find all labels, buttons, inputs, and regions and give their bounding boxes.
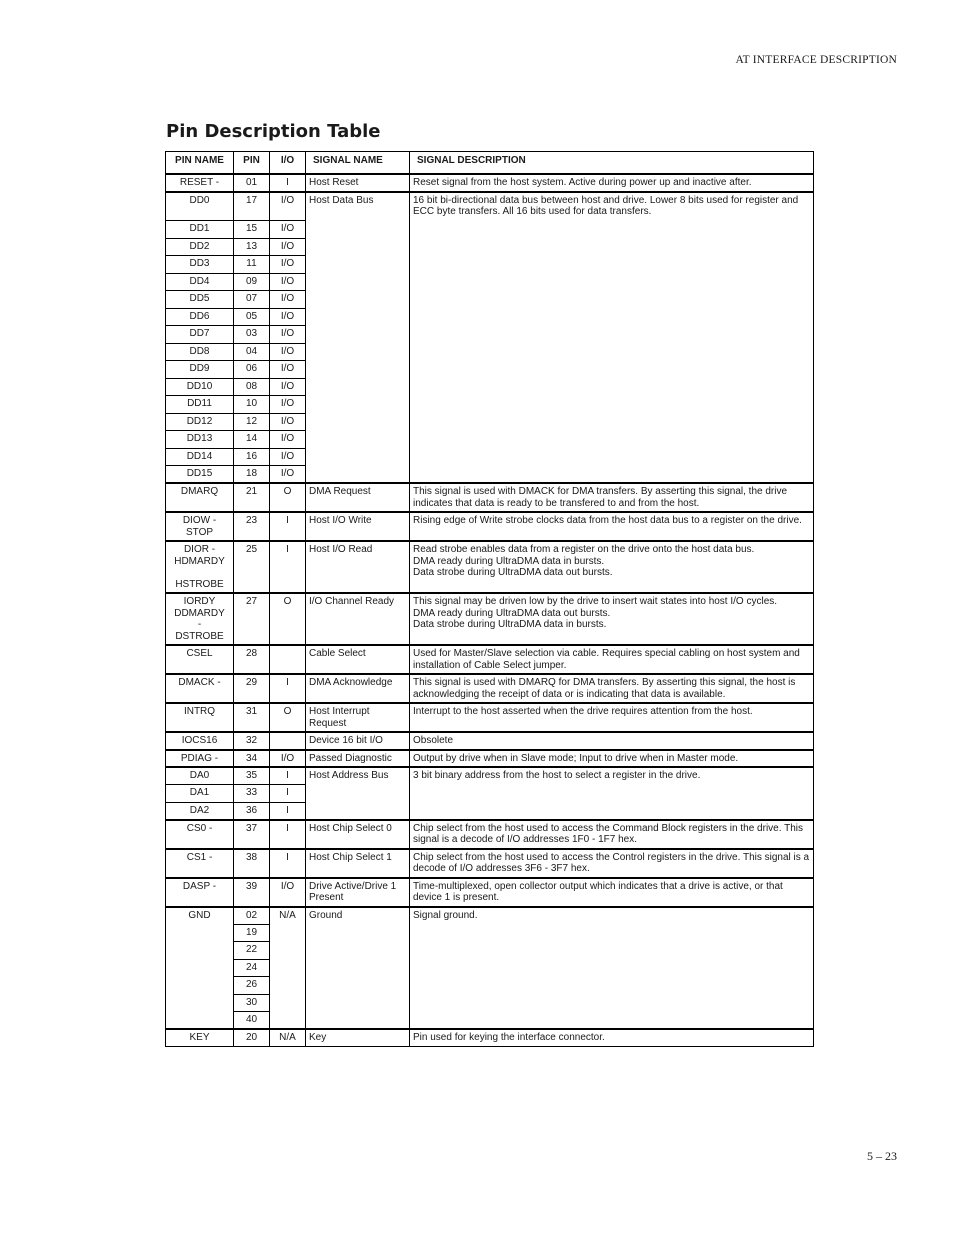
pin-number: 20 <box>234 1029 270 1046</box>
pin-number: 06 <box>234 361 270 379</box>
pin-name-cell <box>166 413 234 431</box>
pin-io: I/O <box>270 466 306 484</box>
pin-number: 09 <box>234 273 270 291</box>
table-row <box>166 1029 814 1046</box>
pin-number: 07 <box>234 291 270 309</box>
signal-name: Key <box>306 1029 410 1046</box>
column-header-io: I/O <box>270 152 306 175</box>
signal-description-line: Output by drive when in Slave mode; Input to drive when in Master mode. <box>413 752 739 764</box>
pin-name <box>169 567 230 579</box>
pin-name-cell <box>166 512 234 541</box>
pin-name: DD6 <box>189 310 210 322</box>
pin-name-cell <box>166 343 234 361</box>
signal-name: Cable Select <box>306 645 410 674</box>
pin-io: N/A <box>270 1029 306 1046</box>
signal-description-line: Data strobe during UltraDMA data out bursts. <box>413 567 613 578</box>
pin-name: DD9 <box>189 363 210 374</box>
pin-name: DD2 <box>189 240 210 252</box>
pin-name: DD0 <box>189 194 210 206</box>
pin-io: I/O <box>270 413 306 431</box>
signal-name: Drive Active/Drive 1 Present <box>306 878 410 907</box>
signal-description-line: Used for Master/Slave selection via cable. Requires special cabling on host system and installation of Cable Select jumper. <box>413 648 800 671</box>
pin-io: I/O <box>270 326 306 344</box>
pin-name-cell <box>166 849 234 878</box>
pin-io: I/O <box>270 273 306 291</box>
pin-name: DDMARDY <box>174 607 225 619</box>
pin-io: I/O <box>270 378 306 396</box>
pin-name-cell <box>166 238 234 256</box>
signal-name: DMA Acknowledge <box>306 674 410 703</box>
pin-number: 03 <box>234 326 270 344</box>
pin-number: 11 <box>234 256 270 274</box>
page-title: Pin Description Table <box>166 121 381 142</box>
signal-description-line: Signal ground. <box>413 909 478 921</box>
table-row <box>166 767 814 785</box>
running-head: AT INTERFACE DESCRIPTION <box>735 54 897 66</box>
pin-number: 18 <box>234 466 270 484</box>
pin-number: 36 <box>234 802 270 820</box>
pin-io: O <box>270 593 306 645</box>
table-row <box>166 820 814 849</box>
pin-number: 16 <box>234 448 270 466</box>
pin-io: I <box>270 802 306 820</box>
signal-description <box>410 483 814 512</box>
signal-description-line: Time-multiplexed, open collector output which indicates that a drive is active, or that device 1 is present. <box>413 880 783 903</box>
pin-io <box>270 645 306 674</box>
pin-number: 24 <box>234 959 270 977</box>
pin-name: DSTROBE <box>175 630 224 642</box>
column-header-signal-description: SIGNAL DESCRIPTION <box>410 152 814 175</box>
pin-name-cell <box>166 645 234 674</box>
pin-name-cell <box>166 396 234 414</box>
pin-io: I/O <box>270 256 306 274</box>
pin-number: 38 <box>234 849 270 878</box>
signal-name: Host Data Bus <box>306 192 410 484</box>
pin-description-table <box>165 151 814 1047</box>
pin-io: I/O <box>270 192 306 221</box>
pin-number: 17 <box>234 192 270 221</box>
pin-name: CS1 - <box>186 851 213 863</box>
table-row <box>166 541 814 593</box>
pin-number: 02 <box>234 907 270 925</box>
pin-number: 08 <box>234 378 270 396</box>
table-row <box>166 483 814 512</box>
pin-name: STOP <box>185 526 214 538</box>
pin-number: 32 <box>234 732 270 750</box>
pin-number: 21 <box>234 483 270 512</box>
pin-io: I <box>270 541 306 593</box>
column-header-pin: PIN <box>234 152 270 175</box>
pin-number: 27 <box>234 593 270 645</box>
pin-name: DD11 <box>187 398 212 409</box>
pin-io: N/A <box>270 907 306 1030</box>
pin-name-cell <box>166 767 234 785</box>
pin-io: I <box>270 849 306 878</box>
pin-name: DASP - <box>182 880 217 892</box>
signal-description-line: Pin used for keying the interface connector. <box>413 1032 605 1043</box>
signal-description <box>410 541 814 593</box>
table-row <box>166 674 814 703</box>
pin-io: I <box>270 674 306 703</box>
pin-name: DD5 <box>189 293 210 304</box>
pin-name-cell <box>166 802 234 820</box>
pin-name-cell <box>166 308 234 326</box>
signal-description-line: This signal is used with DMARQ for DMA transfers. By asserting this signal, the host is acknowledging the receipt of data or is indicating that data is available. <box>413 677 796 700</box>
signal-name: Ground <box>306 907 410 1030</box>
signal-description-line: Read strobe enables data from a register on the drive onto the host data bus. <box>413 544 755 555</box>
pin-number: 22 <box>234 942 270 960</box>
pin-name-cell <box>166 541 234 593</box>
table-row <box>166 593 814 645</box>
pin-name: PDIAG - <box>180 752 219 764</box>
pin-number: 15 <box>234 221 270 239</box>
pin-name: KEY <box>189 1032 210 1043</box>
pin-name-cell <box>166 593 234 645</box>
pin-io: I/O <box>270 396 306 414</box>
pin-number: 39 <box>234 878 270 907</box>
table-row <box>166 907 814 925</box>
table-row <box>166 174 814 192</box>
signal-description-line: DMA ready during UltraDMA data out bursts. <box>413 607 611 619</box>
pin-number: 23 <box>234 512 270 541</box>
pin-io <box>270 732 306 750</box>
pin-number: 37 <box>234 820 270 849</box>
pin-io: I/O <box>270 878 306 907</box>
signal-description <box>410 192 814 484</box>
pin-number: 30 <box>234 994 270 1012</box>
pin-name: DD15 <box>186 468 213 479</box>
pin-number: 40 <box>234 1012 270 1030</box>
pin-name-cell <box>166 466 234 484</box>
table-row <box>166 732 814 750</box>
pin-name-cell <box>166 750 234 768</box>
table-body <box>166 174 814 1046</box>
signal-description <box>410 732 814 750</box>
pin-io: I <box>270 767 306 785</box>
pin-number: 31 <box>234 703 270 732</box>
pin-name-cell <box>166 378 234 396</box>
pin-name: IORDY <box>183 596 216 607</box>
pin-number: 01 <box>234 174 270 192</box>
pin-number: 10 <box>234 396 270 414</box>
pin-io: I/O <box>270 431 306 449</box>
pin-name: DMACK - <box>178 677 221 688</box>
signal-description <box>410 750 814 768</box>
signal-description-line: Data strobe during UltraDMA data in bursts. <box>413 619 607 630</box>
signal-description-line: Rising edge of Write strobe clocks data from the host data bus to a register on the drive. <box>413 515 802 526</box>
pin-name-cell <box>166 431 234 449</box>
signal-name: Host Address Bus <box>306 767 410 820</box>
pin-name-cell <box>166 483 234 512</box>
pin-name-cell <box>166 221 234 239</box>
table-header-row <box>166 152 814 175</box>
pin-name: DMARQ <box>180 486 219 497</box>
pin-name: IOCS16 <box>181 735 218 746</box>
pin-number: 35 <box>234 767 270 785</box>
column-header-signal-name: SIGNAL NAME <box>306 152 410 175</box>
pin-io: I <box>270 785 306 803</box>
signal-description <box>410 512 814 541</box>
pin-number: 13 <box>234 238 270 256</box>
pin-io: I <box>270 820 306 849</box>
pin-number: 25 <box>234 541 270 593</box>
pin-name-cell <box>166 448 234 466</box>
pin-name: DD7 <box>189 328 210 339</box>
table-row <box>166 878 814 907</box>
pin-io: I/O <box>270 361 306 379</box>
pin-number: 12 <box>234 413 270 431</box>
pin-io: I/O <box>270 238 306 256</box>
pin-io: I <box>270 512 306 541</box>
pin-name: DD1 <box>189 223 210 234</box>
signal-description <box>410 1029 814 1046</box>
pin-number: 19 <box>234 924 270 942</box>
table-row <box>166 703 814 732</box>
pin-name: HSTROBE <box>175 578 224 590</box>
pin-name-cell <box>166 732 234 750</box>
pin-name: HDMARDY <box>174 555 225 567</box>
pin-io: I/O <box>270 308 306 326</box>
signal-description-line: Chip select from the host used to access the Command Block registers in the drive. This signal is a decode of I/O addresses 1F0 - 1F7 hex. <box>413 822 803 845</box>
pin-name-cell <box>166 174 234 192</box>
signal-name: I/O Channel Ready <box>306 593 410 645</box>
pin-name: RESET - <box>179 177 220 188</box>
pin-number: 34 <box>234 750 270 768</box>
pin-name: DD12 <box>186 415 213 427</box>
page-number: 5 – 23 <box>867 1149 897 1163</box>
pin-io: I/O <box>270 448 306 466</box>
signal-description <box>410 645 814 674</box>
signal-description <box>410 174 814 192</box>
pin-name: CS0 - <box>186 822 213 834</box>
pin-number: 14 <box>234 431 270 449</box>
signal-description-line: This signal is used with DMACK for DMA transfers. By asserting this signal, the drive indicates that data is ready to be transfered to and from the host. <box>413 486 788 509</box>
pin-name: DD14 <box>186 450 213 462</box>
signal-description-line: Interrupt to the host asserted when the drive requires attention from the host. <box>413 706 753 717</box>
signal-name: Host Chip Select 1 <box>306 849 410 878</box>
pin-name: DD13 <box>186 433 213 444</box>
pin-name-cell <box>166 878 234 907</box>
pin-number: 05 <box>234 308 270 326</box>
pin-io: I/O <box>270 343 306 361</box>
pin-name-cell <box>166 361 234 379</box>
signal-name: Host Reset <box>306 174 410 192</box>
signal-description <box>410 767 814 820</box>
signal-description-line: 3 bit binary address from the host to select a register in the drive. <box>413 770 701 781</box>
pin-name-cell <box>166 907 234 1030</box>
signal-description-line: Reset signal from the host system. Active during power up and inactive after. <box>413 177 752 188</box>
table-row <box>166 192 814 221</box>
pin-name-cell <box>166 820 234 849</box>
pin-io: I/O <box>270 291 306 309</box>
signal-name: Host Interrupt Request <box>306 703 410 732</box>
pin-io: O <box>270 703 306 732</box>
signal-name: Host I/O Read <box>306 541 410 593</box>
pin-name: - <box>197 619 202 630</box>
pin-number: 28 <box>234 645 270 674</box>
pin-name: INTRQ <box>183 706 216 717</box>
pin-name-cell <box>166 785 234 803</box>
column-header-pin-name: PIN NAME <box>166 152 234 175</box>
pin-name: GND <box>188 909 211 921</box>
signal-description <box>410 907 814 1030</box>
pin-io: I/O <box>270 221 306 239</box>
signal-description <box>410 849 814 878</box>
signal-description-line: This signal may be driven low by the drive to insert wait states into host I/O cycles. <box>413 596 778 607</box>
pin-io: I <box>270 174 306 192</box>
pin-name: DA2 <box>189 804 210 816</box>
pin-name: DD10 <box>186 380 213 392</box>
pin-name: CSEL <box>186 648 213 659</box>
pin-name-cell <box>166 703 234 732</box>
signal-description <box>410 593 814 645</box>
pin-number: 29 <box>234 674 270 703</box>
signal-description-line: DMA ready during UltraDMA data in bursts. <box>413 555 605 567</box>
pin-name-cell <box>166 326 234 344</box>
pin-name: DIOW - <box>182 515 217 526</box>
pin-name-cell <box>166 256 234 274</box>
pin-name-cell <box>166 273 234 291</box>
signal-name: DMA Request <box>306 483 410 512</box>
pin-name-cell <box>166 1029 234 1046</box>
pin-name: DD8 <box>189 345 210 357</box>
signal-name: Host Chip Select 0 <box>306 820 410 849</box>
pin-name-cell <box>166 674 234 703</box>
pin-io: O <box>270 483 306 512</box>
pin-number: 04 <box>234 343 270 361</box>
signal-name: Device 16 bit I/O <box>306 732 410 750</box>
signal-description <box>410 674 814 703</box>
signal-description-line: 16 bit bi-directional data bus between host and drive. Lower 8 bits used for register and ECC byte transfers. All 16 bits used for data transfers. <box>413 194 799 217</box>
pin-io: I/O <box>270 750 306 768</box>
table-row <box>166 750 814 768</box>
signal-description-line: Chip select from the host used to access the Control registers in the drive. This signal is a decode of I/O addresses 3F6 - 3F7 hex. <box>413 851 810 874</box>
signal-description <box>410 820 814 849</box>
signal-description <box>410 878 814 907</box>
table-row <box>166 512 814 541</box>
table-row <box>166 849 814 878</box>
pin-name: DA0 <box>189 770 210 781</box>
pin-name: DD3 <box>189 258 210 269</box>
pin-number: 33 <box>234 785 270 803</box>
table-row <box>166 645 814 674</box>
pin-name-cell <box>166 291 234 309</box>
pin-name-cell <box>166 192 234 221</box>
pin-number: 26 <box>234 977 270 995</box>
signal-description <box>410 703 814 732</box>
signal-name: Passed Diagnostic <box>306 750 410 768</box>
pin-name: DA1 <box>189 787 210 798</box>
signal-name: Host I/O Write <box>306 512 410 541</box>
signal-description-line: Obsolete <box>413 735 454 746</box>
pin-name: DD4 <box>189 275 210 287</box>
pin-name: DIOR - <box>183 544 216 555</box>
